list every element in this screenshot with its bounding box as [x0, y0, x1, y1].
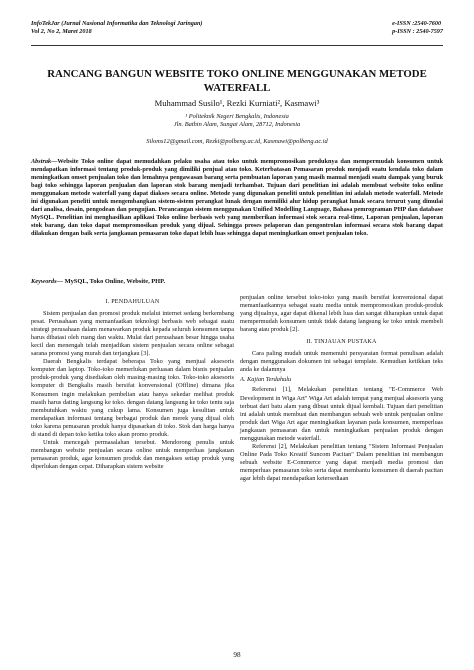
author-emails: Siloms12@gmail.com, Rezki@polbeng.ac.id, Kasmawi@polbeng.ac.id: [146, 138, 328, 145]
title-line-2: WATERFALL: [203, 81, 271, 94]
paragraph: Cara paling mudah untuk memenuhi persyaratan format penulisan adalah dengan menggunakan dokumen ini sebagai template. Kemudian ketikkan teks anda ke dalamnya: [240, 350, 443, 374]
paragraph: Untuk mencegah permasalahan tersebut. Mendorong penulis untuk membangun website penjualan secara online untuk memperluas jangkauan pemasaran produk, agar konsumen produk dan mengakses setiap produk yang diperlukan dengan cepat. Diharapkan sistem website: [31, 438, 234, 470]
right-column: [240, 294, 443, 483]
page-number: 98: [233, 651, 241, 659]
paragraph: penjualan online tersebut toko-toko yang masih bersifat konvensional dapat memanfaatkannya sebagai suatu media untuk mempromosikan produk-produk yang dijualnya, agar dapat dikenal lebih luas dan sangat diharapkan untuk dapat mempermudah konsumen untuk tidak datang langsung ke toko untuk membeli barang atau produk [2].: [240, 294, 443, 334]
header-divider: [31, 45, 443, 46]
journal-header: [31, 20, 443, 36]
keywords: [31, 278, 443, 286]
eissn: e-ISSN :2540-7600: [392, 20, 442, 27]
paper-title: [40, 68, 434, 95]
header-right: [392, 20, 443, 36]
affiliation-line-2: Jln. Bathin Alam, Sungai Alam, 28712, Indonesia: [173, 121, 301, 129]
header-left: [31, 20, 202, 36]
paragraph: Daerah Bengkalis terdapat beberapa Toko yang menjual aksesoris komputer dan laptop. Toko-toko memerlukan perluasan dalam bisnis penjualan produk-produk yang disediakan oleh masing-masing toko. Toko-toko aksesoris komputer di Bengkalis masih bersifat konvensional (Offline) dimana jika Konsumen ingin melakukan pembelian atau hanya sekedar melihat produk masih harus dating langsung ke toko. dengan datang langsung ke toko tentu saja membutuhkan waktu yang cukup lama. Konsumen juga kesulitan untuk mendapatkan informasi tentang berbagai produk dan merek yang dijual oleh toko karena pemasaran produk hanya dipasarkan di toko. Stok dan harga hanya di stand di depan toko ketika toko akan promo produk.: [31, 358, 234, 438]
pissn: p-ISSN : 2540-7597: [392, 27, 443, 35]
abstract-text: —Website Toko online dapat memudahkan pelaku usaha atau toko untuk mempromosikan produknya dan mempermudah konsumen untuk mendapatkan informasi tentang produk-produk yang dimiliki penjual atau toko. Keterbatasan Pemasaran produk menjadi suatu kendala toko dalam meningkatkan omset penjualan toko dan lemahnya pengawasan barang serta pembuatan laporan yang masih manual menjadi suatu dampak yang buruk bagi toko sehingga laporan penjualan dan laporan stok barang menjadi terhambat. Tujuan dari penelitian ini adalah membuat website toko online menggunakan metode waterfall yang dapat diakses secara online. Metode yang digunakan peneliti untuk penelitian ini adalah metode waterfall. Metode ini digunakan peneliti untuk mengembangkan sistem-sistem perangkat lunak dengan memiliki alur hidup perangkat lunak secara terurut yang dimulai dari analisa, desain, pengodean dan pengujian. Perancangan sistem menggunakan Unified Modelling Language, Bahasa pemrograman PHP dan database MySQL. Penelitian ini menghasilkan aplikasi Toko online berbasis web yang memberikan informasi stok secara real-time, Laporan penjualan, laporan stok barang, dan toko dapat mempromosikan produk yang dijual. Sehingga proses pelaporan dan pengontrolan informasi secara stok barang dapat dilakukan dengan baik serta jangkauan pemasaran toko dapat lebih luas sehingga dapat meningkatkan omset penjualan toko.: [31, 158, 443, 238]
section-heading-introduction: I. PENDAHULUAN: [105, 299, 160, 305]
paragraph: Referensi [2], Melakukan penelitian tentang "Sistem Informasi Penjualan Online Pada Toko Kreatif Suncom Pacitan" Dalam penelitian ini membangun sebuah website E-Commerce yang dapat menjadi media promosi dan memperluas pemasaran toko serta dapat membantu konsumen di daerah pacitan agar lebih dapat mendapatkan ketersediaan: [240, 442, 443, 482]
title-line-1: RANCANG BANGUN WEBSITE TOKO ONLINE MENGGUNAKAN METODE: [47, 68, 427, 80]
keywords-text: — MySQL, Toko Online, Website, PHP.: [56, 278, 166, 285]
affiliation: [40, 113, 434, 129]
paragraph: Referensi [1], Melakukan penelitian tentang "E-Commerce Web Development in Wiga Art" Wiga Art adalah tempat yang menjual aksesoris yang terbuat dari batu alam yang dibuat untuk dijual kembali. Tujuan dari penelitian ini adalah untuk membuat dan membangun sebuah web untuk penjualan online produk dari Wiga Art agar meningkatkan layanan pada konsumen, memperluas jangkauan pemasaran dan untuk meningkatkan penjualan produk dengan menggunakan metode waterfall.: [240, 386, 443, 442]
abstract: [31, 158, 443, 238]
authors: Muhammad Susilo¹, Rezki Kurniati², Kasmawi³: [154, 98, 320, 108]
journal-name: InfoTekJar (Jurnal Nasional Informatika dan Teknologi Jaringan): [31, 20, 203, 27]
abstract-label: Abstrak: [31, 158, 52, 165]
subsection-heading: A. Kajian Terdahulu: [240, 376, 292, 384]
paragraph: Sistem penjualan dan promosi produk melalui internet sedang berkembang pesat. Perusahaan yang memanfaatkan teknologi berbasis web sebagai suatu strategi perusahaan dalam menawarkan produk kepada seluruh konsumen tanpa harus dibatasi oleh ruang dan waktu. Mulai dari perusahaan besar hingga usaha kecil dan menengah telah menjadikan sistem penjualan secara online sebagai sarana promosi yang murah dan terjangkau [3].: [31, 310, 234, 358]
section-heading-literature: II. TINJAUAN PUSTAKA: [306, 339, 377, 346]
keywords-label: Keywords: [31, 278, 57, 285]
left-column: [31, 294, 234, 471]
affiliation-line-1: ¹ Politeknik Negeri Bengkalis, Indonesia: [185, 113, 289, 120]
journal-volume: Vol 2, No 2, Maret 2018: [31, 27, 92, 35]
